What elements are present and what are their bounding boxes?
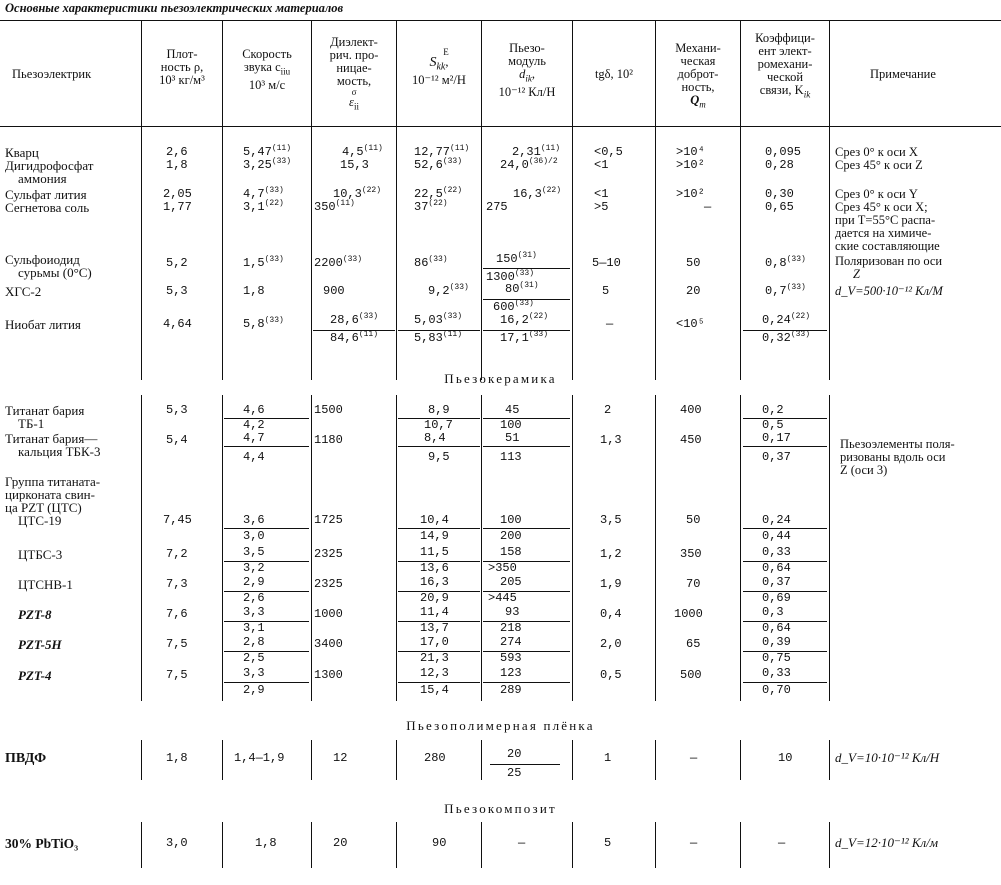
row-material-name: ЦТСНВ-1 [18,577,73,592]
cell-sound-speed: 2,8 [243,635,265,649]
group-heading: Группа титаната- [5,474,101,489]
cell-compliance: 12,77$^{(11)}$ [414,144,470,159]
table-title: Основные характеристики пьезоэлектрических материалов [5,1,344,15]
column-rule [141,822,142,868]
group-heading-cont: цирконата свин- [5,487,95,502]
header-bottom-rule [0,126,1001,127]
cell-piezomodulus: — [518,836,526,850]
cell-density: 3,0 [166,836,188,850]
row-material-name: Ниобат лития [5,317,81,332]
cell-permittivity: 2325 [314,547,343,561]
column-rule [572,395,573,701]
cell-sound-speed: 4,7 [243,431,265,445]
cell-sound-speed: 3,5 [243,545,265,559]
cell-quality-factor: 400 [680,403,702,417]
fraction-rule [483,446,570,447]
cell-density: 1,8 [166,158,188,172]
column-rule [311,822,312,868]
cell-density: 2,6 [166,145,188,159]
fraction-rule [398,446,480,447]
cell-loss-tangent: <0,5 [594,145,623,159]
column-rule [396,740,397,780]
cell-permittivity: 1180 [314,433,343,447]
column-rule [740,395,741,701]
cell-loss-tangent: — [606,317,614,331]
cell-compliance: 8,4 [424,431,446,445]
row-material-name: ЦТБС-3 [18,547,63,562]
cell-note: Пьезоэлементы поля- [840,437,955,451]
cell-piezomodulus: 158 [500,545,522,559]
cell-compliance-alt: 14,9 [420,529,449,543]
cell-density: 5,2 [166,256,188,270]
cell-piezomodulus: 16,2$^{(22)}$ [500,312,549,327]
cell-compliance-alt: 20,9 [420,591,449,605]
cell-permittivity: 1000 [314,607,343,621]
cell-compliance: 37$^{(22)}$ [414,199,448,214]
cell-piezomodulus: 45 [505,403,520,417]
row-material-name: PZT-5H [18,637,62,652]
cell-loss-tangent: 0,5 [600,668,622,682]
cell-compliance: 17,0 [420,635,449,649]
cell-piezomodulus-alt: 1300$^{(33)}$ [486,269,535,284]
cell-quality-factor: 450 [680,433,702,447]
row-material-name: Титанат бария— [5,431,98,446]
cell-coupling: 0,17 [762,431,791,445]
cell-note-cont: ские составляющие [835,239,940,253]
cell-compliance: 280 [424,751,446,765]
fraction-rule [224,651,309,652]
cell-coupling: 0,7$^{(33)}$ [765,283,806,298]
cell-permittivity-alt: 84,6$^{(11)}$ [330,330,379,345]
cell-note-cont: Z (оси 3) [840,463,888,477]
column-rule [222,822,223,868]
row-material-name: ХГС-2 [5,284,42,299]
cell-coupling: 0,24$^{(22)}$ [762,312,811,327]
cell-sound-speed: 3,3 [243,666,265,680]
cell-permittivity: 1500 [314,403,343,417]
cell-quality-factor: 500 [680,668,702,682]
header-piezomodulus: Пьезо- модуль $d_{ik}$, 10⁻¹² Кл/Н [498,41,556,99]
cell-coupling: 0,24 [762,513,791,527]
cell-loss-tangent: 5 [602,284,610,298]
cell-sound-speed-alt: 4,2 [243,418,265,432]
cell-piezomodulus-alt: 600$^{(33)}$ [493,299,534,314]
row-material-name: Сегнетова соль [5,200,90,215]
cell-density: 5,3 [166,284,188,298]
cell-permittivity: 2325 [314,577,343,591]
row-material-name-cont: аммония [18,171,67,186]
cell-coupling: 0,39 [762,635,791,649]
cell-note-cont: дается на химиче- [835,226,932,240]
column-rule [141,740,142,780]
cell-loss-tangent: 5—10 [592,256,621,270]
cell-compliance: 11,4 [420,605,449,619]
cell-density: 7,3 [166,577,188,591]
cell-permittivity: 1300 [314,668,343,682]
cell-quality-factor: 65 [686,637,701,651]
column-rule [481,822,482,868]
cell-quality-factor: — [704,200,712,214]
cell-quality-factor: — [690,836,698,850]
column-rule [572,822,573,868]
cell-loss-tangent: 1 [604,751,612,765]
cell-loss-tangent: 0,4 [600,607,622,621]
fraction-rule [224,528,309,529]
row-material-name: ЦТС-19 [18,513,62,528]
cell-compliance-alt: 9,5 [428,450,450,464]
cell-permittivity: 15,3 [340,158,369,172]
cell-sound-speed: 1,5$^{(33)}$ [243,255,284,270]
cell-quality-factor: <10⁵ [676,317,705,331]
fraction-rule [483,682,570,683]
row-material-name: 30% PbTiO₃ [5,836,79,851]
cell-compliance: 86$^{(33)}$ [414,255,448,270]
fraction-rule [483,418,570,419]
cell-coupling-alt: 0,37 [762,450,791,464]
fraction-rule [224,682,309,683]
cell-density: 5,3 [166,403,188,417]
cell-permittivity: 4,5$^{(11)}$ [342,144,383,159]
cell-quality-factor: 50 [686,256,701,270]
cell-compliance: 9,2$^{(33)}$ [428,283,469,298]
fraction-rule [224,446,309,447]
column-rule [655,395,656,701]
cell-piezomodulus: 150$^{(31)}$ [496,251,537,266]
cell-loss-tangent: 3,5 [600,513,622,527]
cell-note: Срез 0° к оси X [835,145,918,159]
cell-piezomodulus-alt: 218 [500,621,522,635]
cell-sound-speed: 4,6 [243,403,265,417]
cell-piezomodulus-alt: 113 [500,450,522,464]
cell-compliance-alt: 15,4 [420,683,449,697]
cell-compliance: 12,3 [420,666,449,680]
column-rule [396,822,397,868]
fraction-rule [483,528,570,529]
cell-sound-speed: 1,8 [255,836,277,850]
cell-coupling: 0,37 [762,575,791,589]
cell-permittivity: 900 [323,284,345,298]
cell-note: Срез 45° к оси X; [835,200,928,214]
header-density: Плот- ность ρ, 10³ кг/м³ [159,47,205,87]
cell-loss-tangent: 2,0 [600,637,622,651]
cell-piezomodulus-alt: 289 [500,683,522,697]
cell-compliance: 8,9 [428,403,450,417]
cell-compliance: 11,5 [420,545,449,559]
cell-compliance-alt: 13,6 [420,561,449,575]
section-heading-composite: Пьезокомпозит [444,801,557,816]
fraction-rule [743,418,827,419]
cell-compliance-alt: 21,3 [420,651,449,665]
cell-permittivity: 12 [333,751,348,765]
row-material-name-cont: сурьмы (0°C) [18,265,92,280]
cell-density: 7,6 [166,607,188,621]
cell-permittivity: 20 [333,836,348,850]
cell-note: Срез 45° к оси Z [835,158,923,172]
cell-coupling: 0,2 [762,403,784,417]
header-note: Примечание [870,67,936,81]
column-rule [222,395,223,701]
cell-note: d_V=500·10⁻¹² Кл/М [835,284,943,298]
cell-piezomodulus: 80$^{(31)}$ [505,281,539,296]
column-rule [740,822,741,868]
fraction-rule [224,621,309,622]
cell-piezomodulus-alt: 17,1$^{(33)}$ [500,330,549,345]
cell-quality-factor: — [690,751,698,765]
cell-permittivity: 2200$^{(33)}$ [314,255,363,270]
cell-piezomodulus-alt: 200 [500,529,522,543]
column-rule [829,395,830,701]
cell-note: d_V=12·10⁻¹² Кл/м [835,835,939,850]
cell-sound-speed: 4,7$^{(33)}$ [243,186,284,201]
row-material-name: Кварц [5,145,39,160]
cell-piezomodulus-alt: >445 [488,591,517,605]
cell-note: Поляризован по оси [835,254,943,268]
cell-sound-speed: 2,9 [243,575,265,589]
fraction-rule [490,764,560,765]
fraction-rule [483,621,570,622]
cell-coupling: — [778,836,786,850]
cell-note-cont: Z [853,267,860,281]
group-heading-cont: ца PZT (ЦТС) [5,500,82,515]
cell-sound-speed-alt: 3,0 [243,529,265,543]
header-permittivity: Диэлект- рич. про- ницае- мость, σ $\varepsilon_{ii}$ [329,35,379,112]
header-coupling: Коэффици- ент элект- ромехани- ческой связи, $K_{ik}$ [755,31,815,100]
section-heading-polymer: Пьезополимерная плёнка [406,718,595,733]
cell-density: 7,5 [166,668,188,682]
cell-permittivity: 10,3$^{(22)}$ [333,186,382,201]
cell-sound-speed: 3,3 [243,605,265,619]
cell-loss-tangent: 1,3 [600,433,622,447]
cell-density: 2,05 [163,187,192,201]
header-quality-factor: Механи- ческая доброт- ность, $Q_m$ [675,41,721,110]
cell-piezomodulus: 2,31$^{(11)}$ [512,144,561,159]
cell-coupling-alt: 0,5 [762,418,784,432]
cell-note: Срез 0° к оси Y [835,187,918,201]
column-rule [829,740,830,780]
cell-coupling: 0,33 [762,545,791,559]
cell-loss-tangent: 1,2 [600,547,622,561]
header-sound-speed: Скорость звука $c_{iiu}$ 10³ м/с [242,47,292,92]
cell-quality-factor: >10⁴ [676,145,705,159]
cell-sound-speed-alt: 3,1 [243,621,265,635]
column-rule [655,822,656,868]
column-rule [572,740,573,780]
cell-sound-speed: 3,25$^{(33)}$ [243,157,292,172]
cell-sound-speed-alt: 2,9 [243,683,265,697]
cell-quality-factor: 70 [686,577,701,591]
row-material-name: ПВДФ [5,751,47,766]
cell-note: d_V=10·10⁻¹² Кл/Н [835,750,940,765]
column-rule [481,740,482,780]
cell-coupling: 10 [778,751,793,765]
row-material-name: Сульфоиодид [5,252,80,267]
cell-coupling: 0,28 [765,158,794,172]
cell-permittivity: 28,6$^{(33)}$ [330,312,379,327]
row-material-name: PZT-4 [18,668,52,683]
cell-density: 1,8 [166,751,188,765]
cell-density: 7,2 [166,547,188,561]
column-rule [829,822,830,868]
cell-piezomodulus: 123 [500,666,522,680]
cell-quality-factor: >10² [676,187,705,201]
fraction-rule [743,446,827,447]
column-rule [311,395,312,701]
column-rule [311,740,312,780]
column-rule [481,395,482,701]
cell-compliance: 16,3 [420,575,449,589]
cell-coupling-alt: 0,32$^{(33)}$ [762,330,811,345]
row-material-name: Титанат бария [5,403,85,418]
cell-piezomodulus: $24,0^{(36)/2}$ [500,157,558,172]
row-material-name: PZT-8 [18,607,52,622]
cell-coupling: 0,65 [765,200,794,214]
cell-sound-speed-alt: 3,2 [243,561,265,575]
cell-density: 4,64 [163,317,192,331]
cell-quality-factor: >10² [676,158,705,172]
cell-coupling: 0,8$^{(33)}$ [765,255,806,270]
column-rule [141,395,142,701]
cell-density: 7,5 [166,637,188,651]
cell-compliance: 5,03$^{(33)}$ [414,312,463,327]
cell-piezomodulus: 205 [500,575,522,589]
cell-coupling: 0,30 [765,187,794,201]
cell-coupling: 0,33 [762,666,791,680]
cell-piezomodulus: 93 [505,605,520,619]
cell-coupling-alt: 0,75 [762,651,791,665]
cell-piezomodulus: 275 [486,200,508,214]
cell-note-cont: при T=55°C распа- [835,213,936,227]
cell-quality-factor: 1000 [674,607,703,621]
cell-density: 5,4 [166,433,188,447]
cell-compliance: 10,4 [420,513,449,527]
cell-coupling-alt: 0,64 [762,561,791,575]
cell-permittivity: 3400 [314,637,343,651]
cell-piezomodulus-alt: >350 [488,561,517,575]
cell-sound-speed-alt: 2,6 [243,591,265,605]
cell-permittivity: 350$^{(11)}$ [314,199,355,214]
row-material-name-cont: ТБ-1 [18,416,45,431]
cell-coupling: 0,3 [762,605,784,619]
cell-coupling-alt: 0,70 [762,683,791,697]
row-material-name: Сульфат лития [5,187,87,202]
cell-compliance-alt: 13,7 [420,621,449,635]
cell-piezomodulus: 20 [507,747,522,761]
cell-loss-tangent: <1 [594,158,609,172]
cell-piezomodulus-alt: 25 [507,766,522,780]
cell-compliance-alt: 10,7 [424,418,453,432]
cell-loss-tangent: <1 [594,187,609,201]
cell-sound-speed: 1,4—1,9 [234,751,285,765]
cell-quality-factor: 350 [680,547,702,561]
cell-piezomodulus: 274 [500,635,522,649]
cell-sound-speed: 3,1$^{(22)}$ [243,199,284,214]
cell-loss-tangent: 2 [604,403,612,417]
cell-sound-speed-alt: 2,5 [243,651,265,665]
cell-sound-speed: 5,8$^{(33)}$ [243,316,284,331]
cell-coupling-alt: 0,44 [762,529,791,543]
cell-loss-tangent: 1,9 [600,577,622,591]
row-material-name-cont: кальция ТБК-3 [18,444,101,459]
cell-piezomodulus: 100 [500,513,522,527]
cell-compliance-alt: 5,83$^{(11)}$ [414,330,463,345]
fraction-rule [224,561,309,562]
header-compliance: E $S_{kk}$, 10⁻¹² м²/Н [412,47,466,87]
cell-note-cont: ризованы вдоль оси [840,450,946,464]
cell-piezomodulus-alt: 100 [500,418,522,432]
header-loss-tangent: tgδ, 10² [594,67,634,81]
column-rule [740,740,741,780]
cell-compliance: 52,6$^{(33)}$ [414,157,463,172]
column-rule [222,740,223,780]
header-top-rule [0,20,1001,21]
column-rule [396,395,397,701]
fraction-rule [483,651,570,652]
cell-quality-factor: 20 [686,284,701,298]
cell-piezomodulus-alt: 593 [500,651,522,665]
cell-sound-speed: 3,6 [243,513,265,527]
cell-permittivity: 1725 [314,513,343,527]
cell-quality-factor: 50 [686,513,701,527]
cell-density: 1,77 [163,200,192,214]
column-rule [655,740,656,780]
cell-coupling-alt: 0,64 [762,621,791,635]
row-material-name: Дигидрофосфат [5,158,94,173]
cell-piezomodulus: 16,3$^{(22)}$ [513,186,562,201]
cell-loss-tangent: >5 [594,200,609,214]
cell-loss-tangent: 5 [604,836,612,850]
fraction-rule [224,418,309,419]
cell-compliance: 22,5$^{(22)}$ [414,186,463,201]
fraction-rule [224,591,309,592]
column-rule [829,20,830,380]
cell-sound-speed-alt: 4,4 [243,450,265,464]
cell-coupling: 0,095 [765,145,802,159]
cell-compliance: 90 [432,836,447,850]
cell-sound-speed: 5,47$^{(11)}$ [243,144,292,159]
header-material: Пьезоэлектрик [12,67,92,81]
cell-piezomodulus: 51 [505,431,520,445]
cell-density: 7,45 [163,513,192,527]
cell-sound-speed: 1,8 [243,284,265,298]
section-heading-ceramics: Пьезокерамика [444,371,557,386]
cell-coupling-alt: 0,69 [762,591,791,605]
